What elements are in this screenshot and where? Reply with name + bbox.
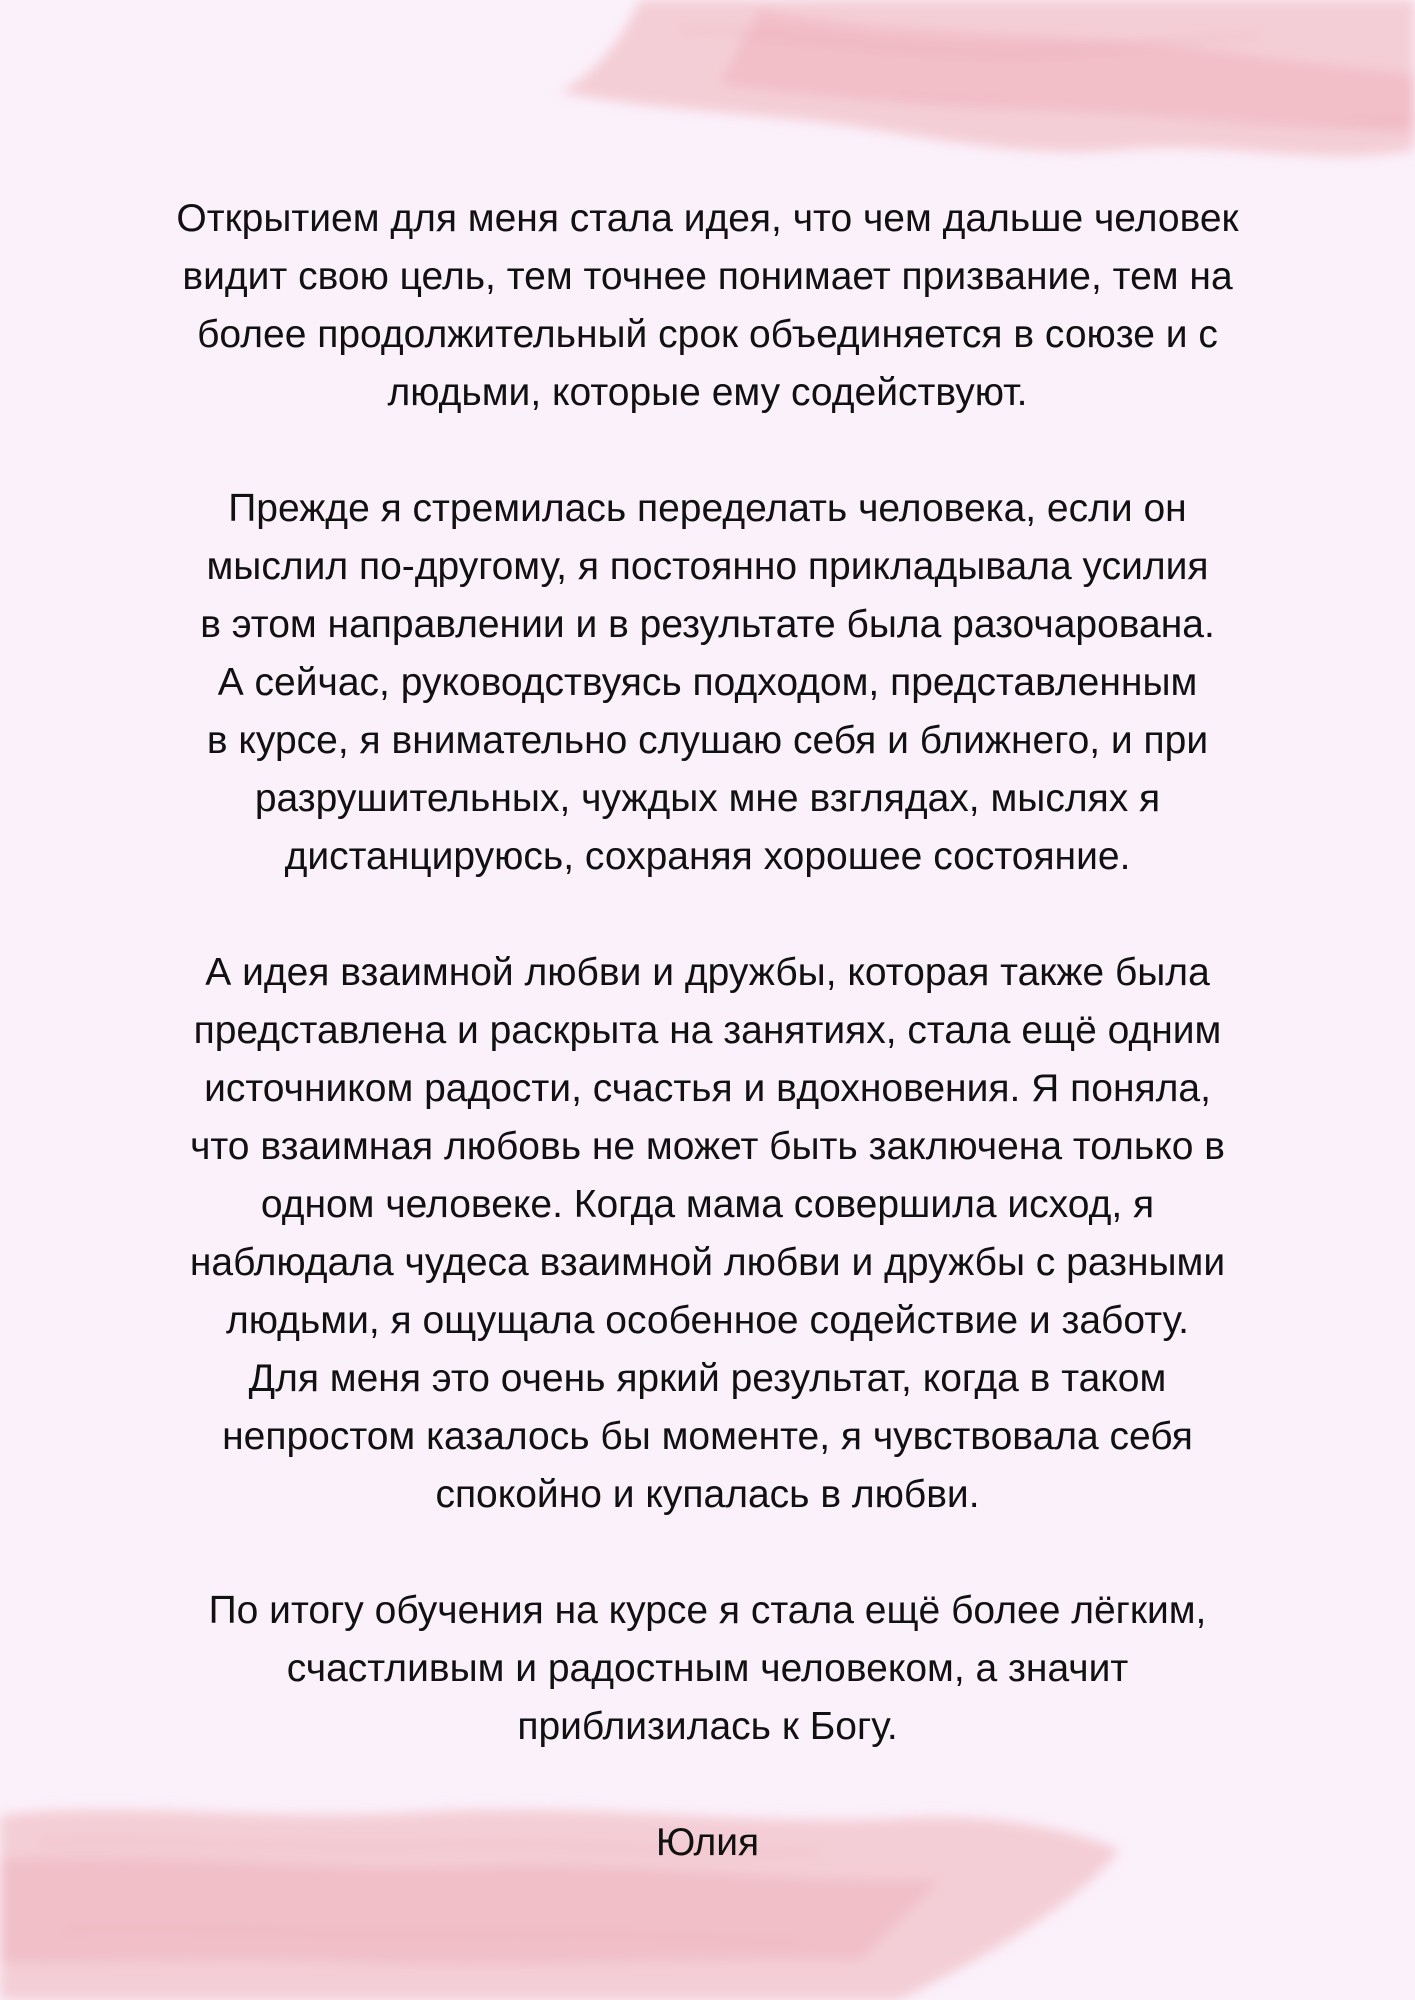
testimonial-text	[110, 190, 1305, 1872]
paragraph-3: А идея взаимной любви и дружбы, которая также была представлена и раскрыта на занятиях, стала ещё одним источником радости, счастья и вдохновения. Я поняла, что взаимная любовь не может быть заключена только в одном человеке. Когда мама совершила исход, я наблюдала чудеса взаимной любви и дружбы с разными людьми, я ощущала особенное содействие и заботу. Для меня это очень яркий результат, когда в таком непростом казалось бы моменте, я чувствовала себя спокойно и купалась в любви.	[189, 951, 1226, 1516]
signature: Юлия	[655, 1821, 760, 1864]
top-watercolor-stroke	[560, 0, 1415, 156]
paragraph-2: Прежде я стремилась переделать человека, если он мыслил по-другому, я постоянно прикладывала усилия в этом направлении и в результате была разочарована. А сейчас, руководствуясь подходом, представленным в курсе, я внимательно слушаю себя и ближнего, и при разрушительных, чуждых мне взглядах, мыслях я дистанцируюсь, сохраняя хорошее состояние.	[200, 487, 1215, 878]
paragraph-1: Открытием для меня стала идея, что чем дальше человек видит свою цель, тем точнее понимает призвание, тем на более продолжительный срок объединяется в союзе и с людьми, которые ему содействуют.	[176, 197, 1239, 414]
paragraph-4: По итогу обучения на курсе я стала ещё более лёгким, счастливым и радостным человеком, а значит приблизилась к Богу.	[208, 1589, 1207, 1748]
